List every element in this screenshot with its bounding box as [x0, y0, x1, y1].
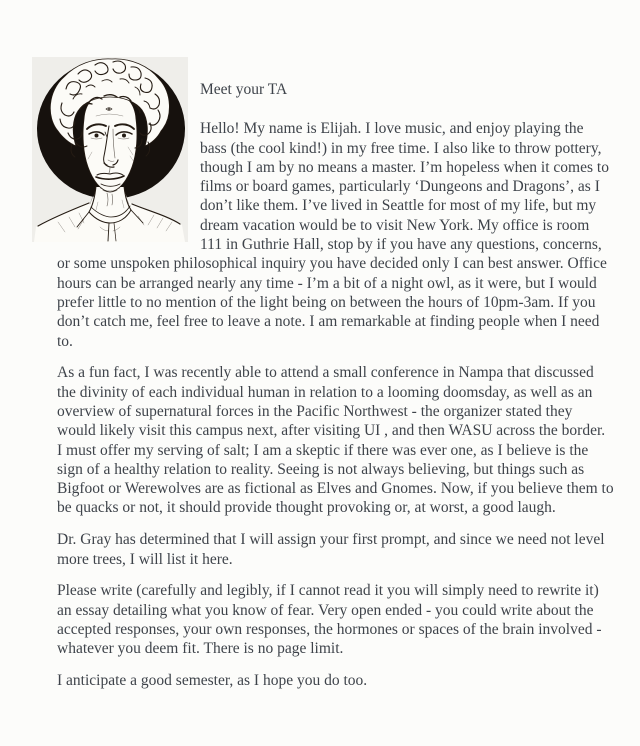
page-title: Meet your TA: [200, 81, 288, 98]
paragraph-fun-fact: As a fun fact, I was recently able to attend a small conference in Nampa that discussed the divinity of each individual human in relation to a looming doomsday, as well as an overview of supernatural forces in the Pacific Northwest - the organizer stated they would likely visit this campus next, after visiting UI , and then WASU across the border. I must offer my serving of salt; I am a skeptic if there was ever one, as I believe is the sign of a healthy relation to reality. Seeing is not always believing, but things such as Bigfoot or Werewolves are as fictional as Elves and Gnomes. Now, if you believe them to be quacks or not, it should provide thought provoking or, at worst, a good laugh.: [57, 364, 614, 517]
paragraph-intro: Hello! My name is Elijah. I love music, and enjoy playing the bass (the cool kind!) in my free time. I also like to throw pottery, though I am by no means a master. I’m hopeless when it comes to films or board games, particularly ‘Dungeons and Dragons’, as I don’t like them. I’ve lived in Seattle for most of my life, but my dream vacation would be to visit New York. My office is room 111 in Guthrie Hall, stop by if you have any questions, concerns, or some unspoken philosophical inquiry you have decided only I can best answer. Office hours can be arranged nearly any time - I’m a bit of a night owl, as it were, but I would prefer little to no mention of the light being on between the hours of 10pm-3am. If you don’t catch me, feel free to leave a note. I am remarkable at finding people when I need to.: [57, 120, 609, 350]
paragraph-closing: I anticipate a good semester, as I hope you do too.: [57, 672, 368, 690]
paragraph-assignment-note: Dr. Gray has determined that I will assign your first prompt, and since we need not level more trees, I will list it here.: [57, 531, 605, 568]
ta-portrait-illustration: [32, 57, 188, 242]
ta-portrait: [32, 57, 188, 242]
paragraph-essay-prompt: Please write (carefully and legibly, if I cannot read it you will simply need to rewrite it) an essay detailing what you know of fear. Very open ended - you could write about the accepted responses, your own responses, the hormones or spaces of the brain involved - whatever you deem fit. There is no page limit.: [57, 582, 602, 658]
